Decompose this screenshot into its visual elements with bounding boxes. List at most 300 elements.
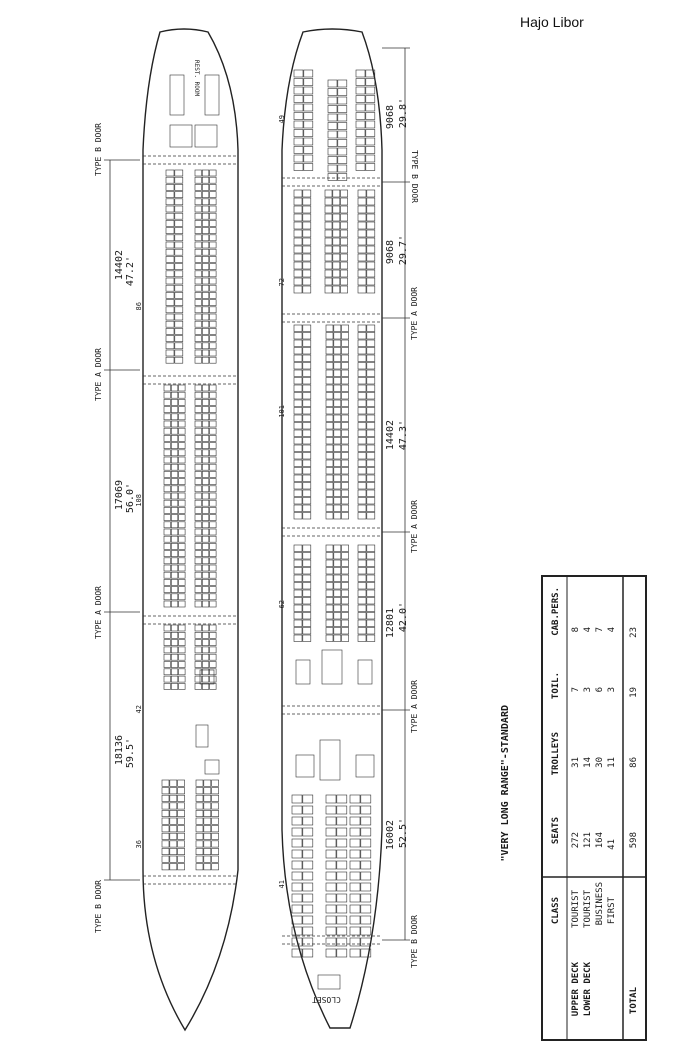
seat: [202, 392, 209, 398]
seat: [328, 106, 337, 113]
seat: [342, 370, 349, 377]
seat: [164, 536, 171, 542]
seat: [202, 184, 209, 190]
seat: [179, 543, 186, 549]
seat: [210, 662, 217, 668]
seat: [342, 628, 349, 635]
seat: [358, 400, 366, 407]
seat: [334, 385, 341, 392]
seat: [358, 222, 366, 229]
seat: [334, 605, 341, 612]
seat: [294, 385, 302, 392]
seat: [338, 148, 347, 155]
seat: [202, 443, 209, 449]
seat: [210, 565, 217, 571]
seat: [294, 605, 302, 612]
seat: [367, 635, 375, 642]
seat: [342, 475, 349, 482]
seat: [303, 883, 313, 891]
seat: [294, 113, 303, 120]
seat: [178, 833, 185, 839]
seat: [325, 246, 332, 253]
seat: [171, 647, 178, 653]
seat: [195, 515, 202, 521]
seat: [179, 662, 186, 668]
seat: [196, 826, 203, 832]
seat: [195, 278, 202, 284]
seat: [342, 568, 349, 575]
seat: [171, 579, 178, 585]
seat: [175, 336, 183, 342]
seat: [326, 430, 333, 437]
seat: [337, 905, 347, 913]
seat: [210, 435, 217, 441]
seat: [175, 184, 183, 190]
seat: [212, 780, 219, 786]
seat: [195, 579, 202, 585]
seat: [338, 165, 347, 172]
config-title: "VERY LONG RANGE"-STANDARD: [500, 705, 511, 862]
seat: [195, 543, 202, 549]
seat: [195, 385, 202, 391]
seat: [303, 620, 311, 627]
seat: [164, 399, 171, 405]
seat: [202, 543, 209, 549]
seat: [303, 214, 311, 221]
seat: [303, 238, 311, 245]
seat: [367, 214, 375, 221]
seat: [179, 428, 186, 434]
seat: [171, 479, 178, 485]
seat: [164, 632, 171, 638]
seat: [358, 238, 366, 245]
seat: [179, 421, 186, 427]
seat: [195, 314, 202, 320]
seat: [342, 590, 349, 597]
lower-row-marker-3: 101: [278, 405, 286, 418]
seat: [178, 803, 185, 809]
seat: [334, 498, 341, 505]
seat: [195, 457, 202, 463]
seat: [358, 214, 366, 221]
seat: [292, 795, 302, 803]
seat: [210, 543, 217, 549]
seat: [334, 568, 341, 575]
seat: [303, 583, 311, 590]
seat: [210, 457, 217, 463]
galley: [170, 75, 184, 115]
seat: [303, 560, 311, 567]
seat: [326, 483, 333, 490]
seat: [338, 97, 347, 104]
seat: [164, 522, 171, 528]
seat: [210, 300, 217, 306]
seat: [170, 810, 177, 816]
seat: [294, 138, 303, 145]
seat: [294, 378, 302, 385]
seat: [166, 220, 174, 226]
seat: [166, 177, 174, 183]
seat: [178, 848, 185, 854]
seat: [202, 551, 209, 557]
seat: [342, 620, 349, 627]
seat: [212, 803, 219, 809]
seat: [350, 795, 360, 803]
seat: [210, 479, 217, 485]
seat: [202, 572, 209, 578]
seat: [202, 307, 209, 313]
lower-row-marker-2: 72: [278, 278, 286, 287]
seat: [358, 286, 366, 293]
upper-dim-3-ft: 59.5': [125, 738, 136, 769]
upper-door-label-3: TYPE A DOOR: [94, 586, 103, 639]
seat: [202, 428, 209, 434]
seat: [164, 450, 171, 456]
seat: [202, 170, 209, 176]
seat: [179, 486, 186, 492]
seat: [195, 450, 202, 456]
seat: [178, 780, 185, 786]
seat: [164, 647, 171, 653]
seat: [166, 307, 174, 313]
seat: [171, 601, 178, 607]
seat: [166, 321, 174, 327]
seat: [303, 355, 311, 362]
seat: [366, 96, 375, 103]
seat: [294, 270, 302, 277]
seat: [367, 590, 375, 597]
seat: [178, 856, 185, 862]
seat: [204, 856, 211, 862]
seat: [304, 113, 313, 120]
seat: [175, 206, 183, 212]
seat: [326, 916, 336, 924]
seat: [202, 336, 209, 342]
seat: [303, 438, 311, 445]
seat: [179, 450, 186, 456]
seat: [338, 123, 347, 130]
seat: [175, 350, 183, 356]
seat: [170, 848, 177, 854]
seat: [342, 483, 349, 490]
seat: [164, 479, 171, 485]
table-row-4-trolleys: 11: [607, 757, 617, 768]
seat: [166, 271, 174, 277]
seat: [326, 560, 333, 567]
seat: [210, 471, 217, 477]
seat: [179, 385, 186, 391]
seat: [334, 598, 341, 605]
seat: [210, 343, 217, 349]
seat: [326, 817, 336, 825]
seat: [202, 421, 209, 427]
seat: [294, 286, 302, 293]
seat: [210, 399, 217, 405]
lower-dim-1: 9068: [385, 105, 396, 130]
seat: [210, 500, 217, 506]
seat: [333, 238, 340, 245]
seat: [195, 676, 202, 682]
lower-door-label-3: TYPE A DOOR: [410, 500, 419, 553]
seat: [337, 872, 347, 880]
seat: [164, 662, 171, 668]
seat: [342, 400, 349, 407]
seat: [358, 408, 366, 415]
seat: [179, 399, 186, 405]
seat: [171, 450, 178, 456]
seat: [325, 262, 332, 269]
seat: [333, 254, 340, 261]
seat: [210, 507, 217, 513]
seat: [164, 669, 171, 675]
seat: [328, 97, 337, 104]
seat: [294, 613, 302, 620]
seat: [303, 423, 311, 430]
table-row-4-class: FIRST: [607, 897, 617, 925]
seat: [334, 340, 341, 347]
seat: [367, 620, 375, 627]
seat: [210, 464, 217, 470]
seat: [166, 184, 174, 190]
seat: [303, 553, 311, 560]
seat: [337, 938, 347, 946]
seat: [292, 817, 302, 825]
seat: [358, 198, 366, 205]
seat: [202, 199, 209, 205]
seat: [358, 483, 366, 490]
seat: [204, 818, 211, 824]
seat: [292, 894, 302, 902]
seat: [202, 529, 209, 535]
seat: [210, 529, 217, 535]
seat: [304, 96, 313, 103]
seat: [202, 486, 209, 492]
seat: [195, 177, 202, 183]
seat: [164, 435, 171, 441]
seat: [175, 242, 183, 248]
seat: [338, 89, 347, 96]
seat: [179, 632, 186, 638]
seat: [195, 565, 202, 571]
seat: [303, 575, 311, 582]
seat: [195, 336, 202, 342]
seat: [303, 198, 311, 205]
seat: [350, 850, 360, 858]
seat: [294, 198, 302, 205]
seat: [367, 513, 375, 520]
seat: [202, 522, 209, 528]
seat: [361, 894, 371, 902]
seat: [358, 445, 366, 452]
seat: [367, 206, 375, 213]
seat: [304, 87, 313, 94]
seat: [171, 640, 178, 646]
seat: [212, 848, 219, 854]
seat: [303, 938, 313, 946]
seat: [195, 256, 202, 262]
seat: [166, 300, 174, 306]
seat: [294, 155, 303, 162]
closet: [318, 975, 340, 989]
seat: [350, 916, 360, 924]
seat: [333, 286, 340, 293]
seat: [303, 278, 311, 285]
seat: [361, 817, 371, 825]
seat: [304, 70, 313, 77]
seat: [326, 938, 336, 946]
seat: [326, 415, 333, 422]
seat: [358, 254, 366, 261]
upper-dim-1: 14402: [114, 250, 125, 281]
seat: [171, 428, 178, 434]
seat: [164, 385, 171, 391]
seat: [195, 264, 202, 270]
seat: [334, 460, 341, 467]
seat: [196, 848, 203, 854]
seat: [195, 392, 202, 398]
table-row-2-seats: 121: [583, 832, 593, 849]
seat: [303, 483, 311, 490]
seat: [294, 70, 303, 77]
seat: [334, 475, 341, 482]
seat: [164, 587, 171, 593]
seat: [342, 340, 349, 347]
seat: [334, 325, 341, 332]
seat: [367, 468, 375, 475]
seat: [210, 170, 217, 176]
seat: [195, 428, 202, 434]
seat: [303, 415, 311, 422]
seat: [334, 490, 341, 497]
seat: [171, 493, 178, 499]
seat: [175, 292, 183, 298]
seat: [367, 198, 375, 205]
seat: [178, 788, 185, 794]
seat: [358, 468, 366, 475]
seat: [367, 560, 375, 567]
seat: [326, 620, 333, 627]
seat: [341, 238, 348, 245]
seat: [204, 864, 211, 870]
seat: [171, 536, 178, 542]
seat: [334, 408, 341, 415]
seat: [333, 214, 340, 221]
seat: [367, 453, 375, 460]
seat: [334, 545, 341, 552]
seat: [326, 325, 333, 332]
seat: [170, 780, 177, 786]
seat: [303, 850, 313, 858]
seat: [326, 949, 336, 957]
seat: [210, 292, 217, 298]
seat: [175, 307, 183, 313]
seat: [171, 407, 178, 413]
seat: [342, 333, 349, 340]
seat: [303, 340, 311, 347]
seat: [210, 350, 217, 356]
seat: [367, 348, 375, 355]
table-header-cabpers: CAB.PERS.: [551, 587, 561, 636]
seat: [212, 833, 219, 839]
seat: [210, 515, 217, 521]
seat: [210, 206, 217, 212]
seat: [175, 199, 183, 205]
seat: [210, 271, 217, 277]
seat: [328, 80, 337, 87]
seat: [326, 355, 333, 362]
seat: [350, 861, 360, 869]
seat: [326, 498, 333, 505]
seat: [334, 505, 341, 512]
seat: [350, 927, 360, 935]
seat: [303, 545, 311, 552]
seat: [294, 121, 303, 128]
seat: [326, 385, 333, 392]
seat: [325, 238, 332, 245]
seat: [326, 408, 333, 415]
seat: [179, 493, 186, 499]
seat: [195, 662, 202, 668]
seat: [202, 507, 209, 513]
seat: [170, 864, 177, 870]
seat: [303, 453, 311, 460]
seat: [204, 780, 211, 786]
seat: [166, 285, 174, 291]
seat: [164, 421, 171, 427]
seat: [342, 460, 349, 467]
seat: [367, 408, 375, 415]
seat: [175, 300, 183, 306]
rest-room-label: REST. ROOM: [193, 60, 200, 97]
seat: [179, 565, 186, 571]
seat: [210, 443, 217, 449]
seat: [361, 927, 371, 935]
seat: [202, 206, 209, 212]
lower-door-label-2: TYPE A DOOR: [410, 287, 419, 340]
seat: [164, 443, 171, 449]
seat: [294, 400, 302, 407]
seat: [212, 788, 219, 794]
seat: [303, 861, 313, 869]
seat: [179, 572, 186, 578]
seat: [171, 676, 178, 682]
seat: [326, 894, 336, 902]
seat: [361, 861, 371, 869]
seat: [294, 238, 302, 245]
seat: [202, 632, 209, 638]
seat: [210, 522, 217, 528]
table-row-3-class: BUSINESS: [595, 882, 605, 926]
seat: [166, 357, 174, 363]
seat: [303, 795, 313, 803]
seat: [162, 810, 169, 816]
seat: [367, 628, 375, 635]
seat: [202, 579, 209, 585]
seat: [304, 121, 313, 128]
seat: [210, 220, 217, 226]
seat: [292, 905, 302, 913]
seat: [195, 471, 202, 477]
seat: [292, 872, 302, 880]
seat: [326, 872, 336, 880]
seat: [358, 370, 366, 377]
seat: [326, 598, 333, 605]
seat: [171, 414, 178, 420]
seat: [367, 553, 375, 560]
seat: [171, 486, 178, 492]
lower-dim-4: 12801: [385, 608, 396, 639]
seat: [326, 445, 333, 452]
